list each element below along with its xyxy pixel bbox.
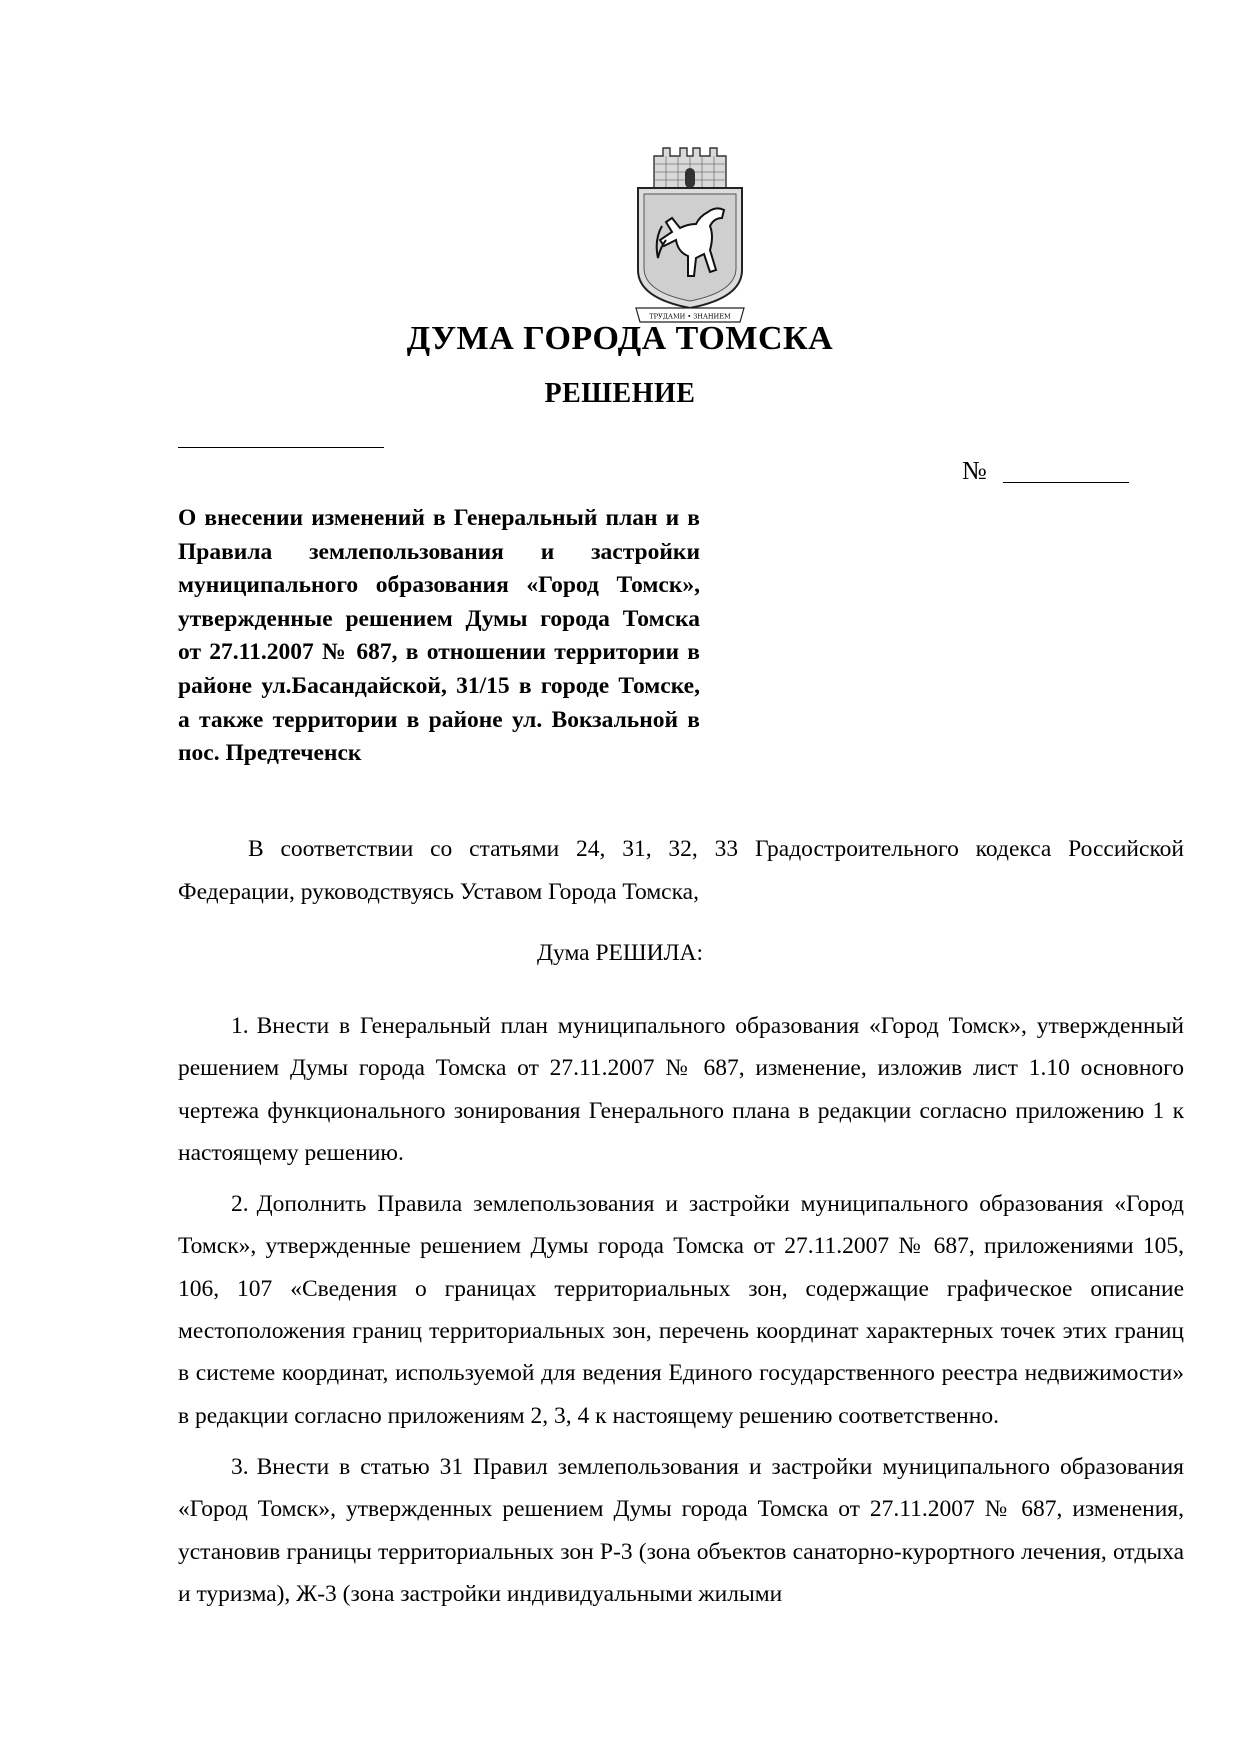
decision-item bbox=[178, 1005, 1184, 1174]
coat-of-arms-icon bbox=[630, 140, 750, 325]
emblem-motto: ТРУДАМИ • ЗНАНИЕМ bbox=[649, 312, 731, 321]
decision-item bbox=[178, 1446, 1184, 1615]
decision-items bbox=[178, 1005, 1184, 1624]
item-text: Внести в Генеральный план муниципального образования «Город Томск», утвержденный решением Думы города Томска от 27.11.2007 № 687, изменение, изложив лист 1.10 основного чертежа функционального зонирования Генерального плана в редакции согласно приложению 1 к настоящему решению. bbox=[178, 1013, 1184, 1166]
preamble-paragraph: В соответствии со статьями 24, 31, 32, 33 Градостроительного кодекса Российской Федерации, руководствуясь Уставом Города Томска, bbox=[178, 836, 1184, 905]
decision-heading: Дума РЕШИЛА: bbox=[536, 940, 704, 966]
item-text: Внести в статью 31 Правил землепользования и застройки муниципального образования «Город Томск», утвержденных решением Думы города Томска от 27.11.2007 № 687, изменения, установив границы территориальных зон Р-3 (зона объектов санаторно-курортного лечения, отдыха и туризма), Ж-3 (зона застройки индивидуальными жилыми bbox=[178, 1453, 1184, 1607]
date-blank-line bbox=[178, 447, 384, 448]
document-subject: О внесении изменений в Генеральный план и в Правила землепользования и застройки муниципального образования «Город Томск», утвержденные решением Думы города Томска от 27.11.2007 № 687, в отношении территории в районе ул.Басандайской, 31/15 в городе Томске, а также территории в районе ул. Вокзальной в пос. Предтеченск bbox=[178, 505, 700, 767]
document-type: РЕШЕНИЕ bbox=[544, 378, 696, 409]
decision-item bbox=[178, 1183, 1184, 1437]
page-title: ДУМА ГОРОДА ТОМСКА bbox=[406, 320, 834, 357]
number-label: № bbox=[962, 456, 987, 485]
item-number: 3. bbox=[231, 1453, 249, 1480]
item-number: 2. bbox=[231, 1191, 249, 1218]
item-number: 1. bbox=[231, 1013, 249, 1039]
item-text: Дополнить Правила землепользования и застройки муниципального образования «Город Томск», утвержденные решением Думы города Томска от 27.11.2007 № 687, приложениями 105, 106, 107 «Сведения о границах территориальных зон, содержащие графическое описание местоположения границ территориальных зон, перечень координат характерных точек этих границ в системе координат, используемой для ведения Единого государственного реестра недвижимости» в редакции согласно приложениям 2, 3, 4 к настоящему решению соответственно. bbox=[178, 1191, 1184, 1429]
number-blank-line bbox=[1003, 482, 1129, 483]
